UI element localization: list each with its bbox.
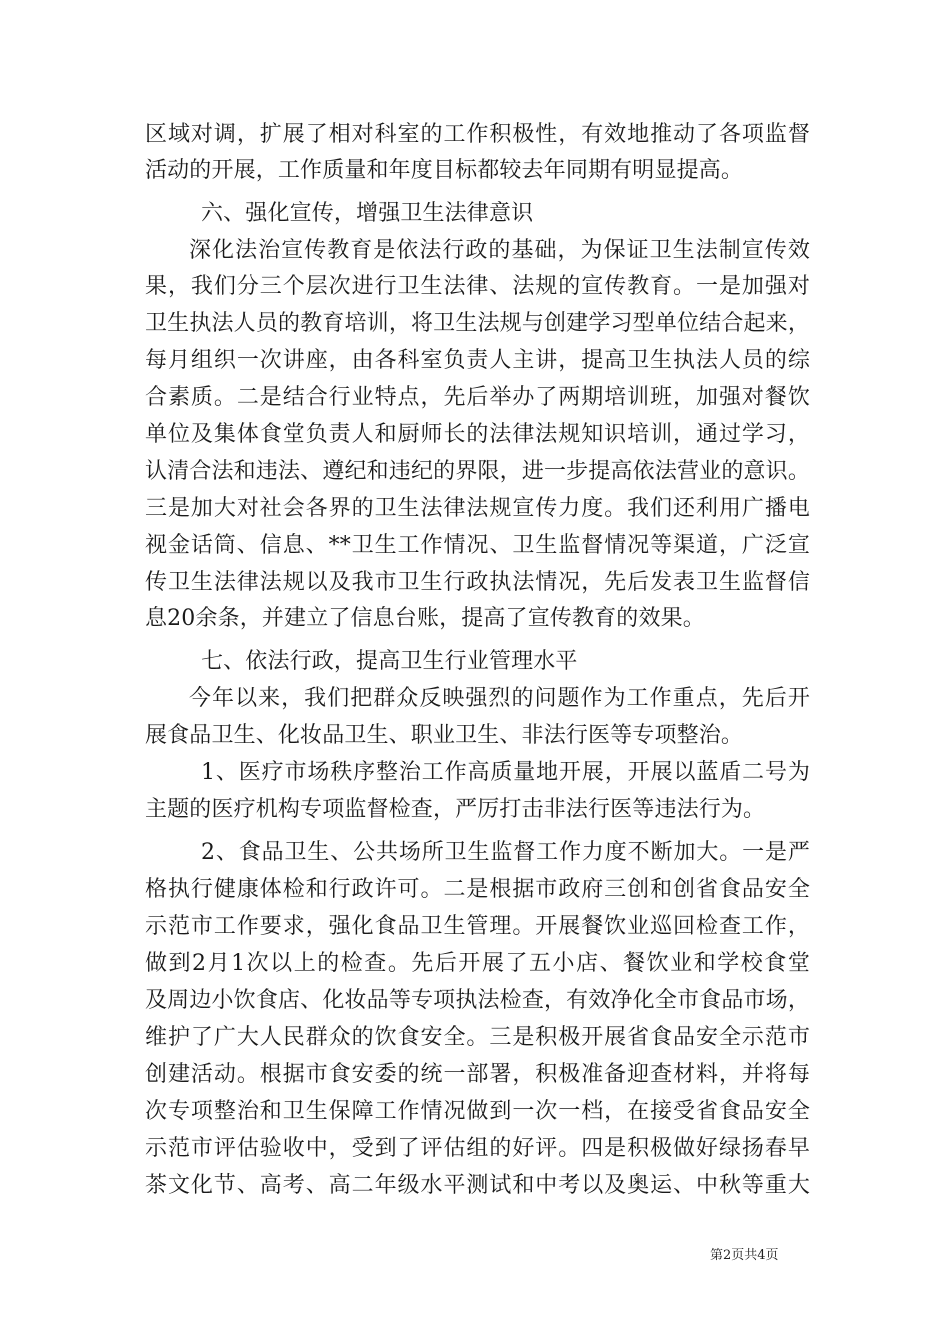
body-line: 做到2月1次以上的检查。先后开展了五小店、餐饮业和学校食堂 bbox=[145, 951, 810, 976]
body-line: 1、医疗市场秩序整治工作高质量地开展，开展以蓝盾二号为 bbox=[201, 760, 810, 785]
body-line: 维护了广大人民群众的饮食安全。三是积极开展省食品安全示范市 bbox=[145, 1025, 810, 1050]
body-line: 认清合法和违法、遵纪和违纪的界限，进一步提高依法营业的意识。 bbox=[145, 459, 810, 484]
body-line: 及周边小饮食店、化妆品等专项执法检查，有效净化全市食品市场， bbox=[145, 988, 810, 1013]
body-line: 单位及集体食堂负责人和厨师长的法律法规知识培训，通过学习， bbox=[145, 422, 810, 447]
body-line: 视金话筒、信息、**卫生工作情况、卫生监督情况等渠道，广泛宣 bbox=[145, 533, 810, 558]
body-line: 今年以来，我们把群众反映强烈的问题作为工作重点，先后开 bbox=[189, 686, 810, 711]
body-line: 主题的医疗机构专项监督检查，严厉打击非法行医等违法行为。 bbox=[145, 797, 766, 822]
body-line: 果，我们分三个层次进行卫生法律、法规的宣传教育。一是加强对 bbox=[145, 274, 810, 299]
body-line: 示范市评估验收中，受到了评估组的好评。四是积极做好绿扬春早 bbox=[145, 1136, 810, 1161]
body-line: 格执行健康体检和行政许可。二是根据市政府三创和创省食品安全 bbox=[145, 877, 810, 902]
body-line: 区域对调，扩展了相对科室的工作积极性，有效地推动了各项监督 bbox=[145, 122, 810, 147]
body-line: 三是加大对社会各界的卫生法律法规宣传力度。我们还利用广播电 bbox=[145, 496, 810, 521]
body-line: 示范市工作要求，强化食品卫生管理。开展餐饮业巡回检查工作， bbox=[145, 914, 810, 939]
body-line: 息20余条，并建立了信息台账，提高了宣传教育的效果。 bbox=[145, 606, 705, 631]
section-heading: 六、强化宣传，增强卫生法律意识 bbox=[201, 201, 534, 226]
body-line: 每月组织一次讲座，由各科室负责人主讲，提高卫生执法人员的综 bbox=[145, 348, 810, 373]
body-line: 卫生执法人员的教育培训，将卫生法规与创建学习型单位结合起来， bbox=[145, 311, 810, 336]
body-line: 活动的开展，工作质量和年度目标都较去年同期有明显提高。 bbox=[145, 158, 744, 183]
page-indicator: 第2页共4页 bbox=[710, 1248, 779, 1263]
body-line: 合素质。二是结合行业特点，先后举办了两期培训班，加强对餐饮 bbox=[145, 385, 810, 410]
body-line: 次专项整治和卫生保障工作情况做到一次一档，在接受省食品安全 bbox=[145, 1099, 810, 1124]
body-line: 茶文化节、高考、高二年级水平测试和中考以及奥运、中秋等重大 bbox=[145, 1173, 810, 1198]
body-line: 传卫生法律法规以及我市卫生行政执法情况，先后发表卫生监督信 bbox=[145, 570, 810, 595]
body-line: 展食品卫生、化妆品卫生、职业卫生、非法行医等专项整治。 bbox=[145, 723, 744, 748]
section-heading: 七、依法行政，提高卫生行业管理水平 bbox=[201, 649, 578, 674]
body-line: 深化法治宣传教育是依法行政的基础，为保证卫生法制宣传效 bbox=[189, 238, 810, 263]
body-line: 创建活动。根据市食安委的统一部署，积极准备迎查材料，并将每 bbox=[145, 1062, 810, 1087]
body-line: 2、食品卫生、公共场所卫生监督工作力度不断加大。一是严 bbox=[201, 840, 810, 865]
